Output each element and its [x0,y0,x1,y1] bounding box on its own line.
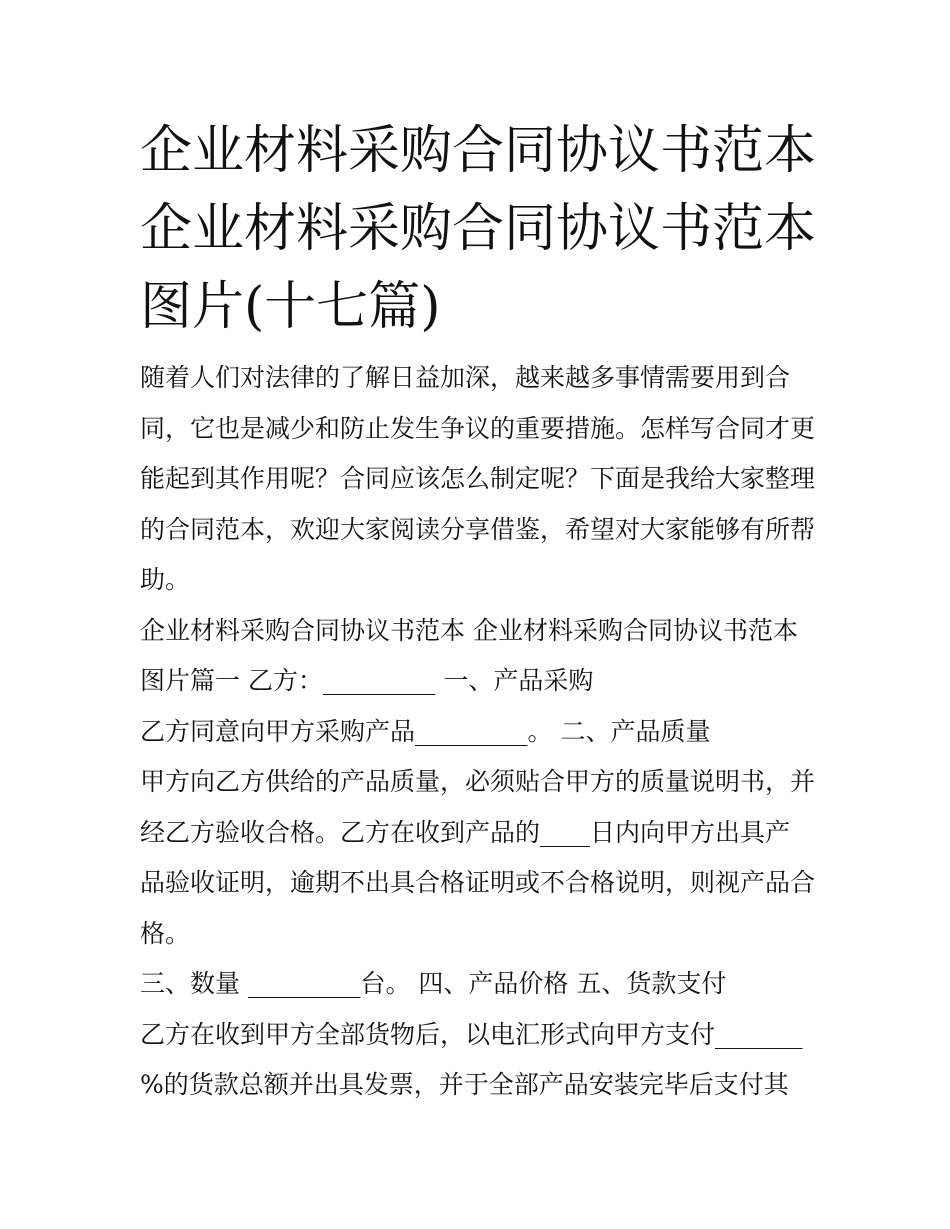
intro-paragraph [140,353,830,606]
text-line: 格。 [140,918,191,948]
title-line: 企业材料采购合同协议书范本 [140,199,817,259]
clause-paragraph [140,707,830,758]
text-line: 随着人们对法律的了解日益加深，越来越多事情需要用到合 [140,363,791,392]
clause-paragraph [140,959,830,1010]
text-line: 企业材料采购合同协议书范本 企业材料采购合同协议书范本 [140,615,798,645]
text-line: %的货款总额并出具发票，并于全部产品安装完毕后支付其 [140,1070,789,1099]
text-line: 乙方同意向甲方采购产品_________。 二、产品质量 [140,716,711,746]
title-line: 图片(十七篇) [140,277,441,337]
text-line: 乙方在收到甲方全部货物后，以电汇形式向甲方支付_______ [140,1019,803,1049]
text-line: 三、数量 _________台。 四、产品价格 五、货款支付 [140,969,727,998]
text-line: 图片篇一 乙方：_________ 一、产品采购 [140,666,594,695]
clause-paragraph [140,757,830,959]
text-line: 的合同范本，欢迎大家阅读分享借鉴，希望对大家能够有所帮 [140,514,816,544]
document-body [140,353,830,1111]
text-line: 同，它也是减少和防止发生争议的重要措施。怎样写合同才更 [140,413,816,443]
text-line: 助。 [140,565,191,594]
section-heading-paragraph [140,606,830,707]
document-title [140,112,840,346]
text-line: 甲方向乙方供给的产品质量，必须贴合甲方的质量说明书，并 [140,767,816,796]
text-line: 经乙方验收合格。乙方在收到产品的____日内向甲方出具产 [140,817,791,847]
title-line: 企业材料采购合同协议书范本 [140,121,817,181]
clause-paragraph [140,1010,830,1111]
text-line: 能起到其作用呢？合同应该怎么制定呢？下面是我给大家整理 [140,464,816,493]
text-line: 品验收证明，逾期不出具合格证明或不合格说明，则视产品合 [140,868,816,897]
